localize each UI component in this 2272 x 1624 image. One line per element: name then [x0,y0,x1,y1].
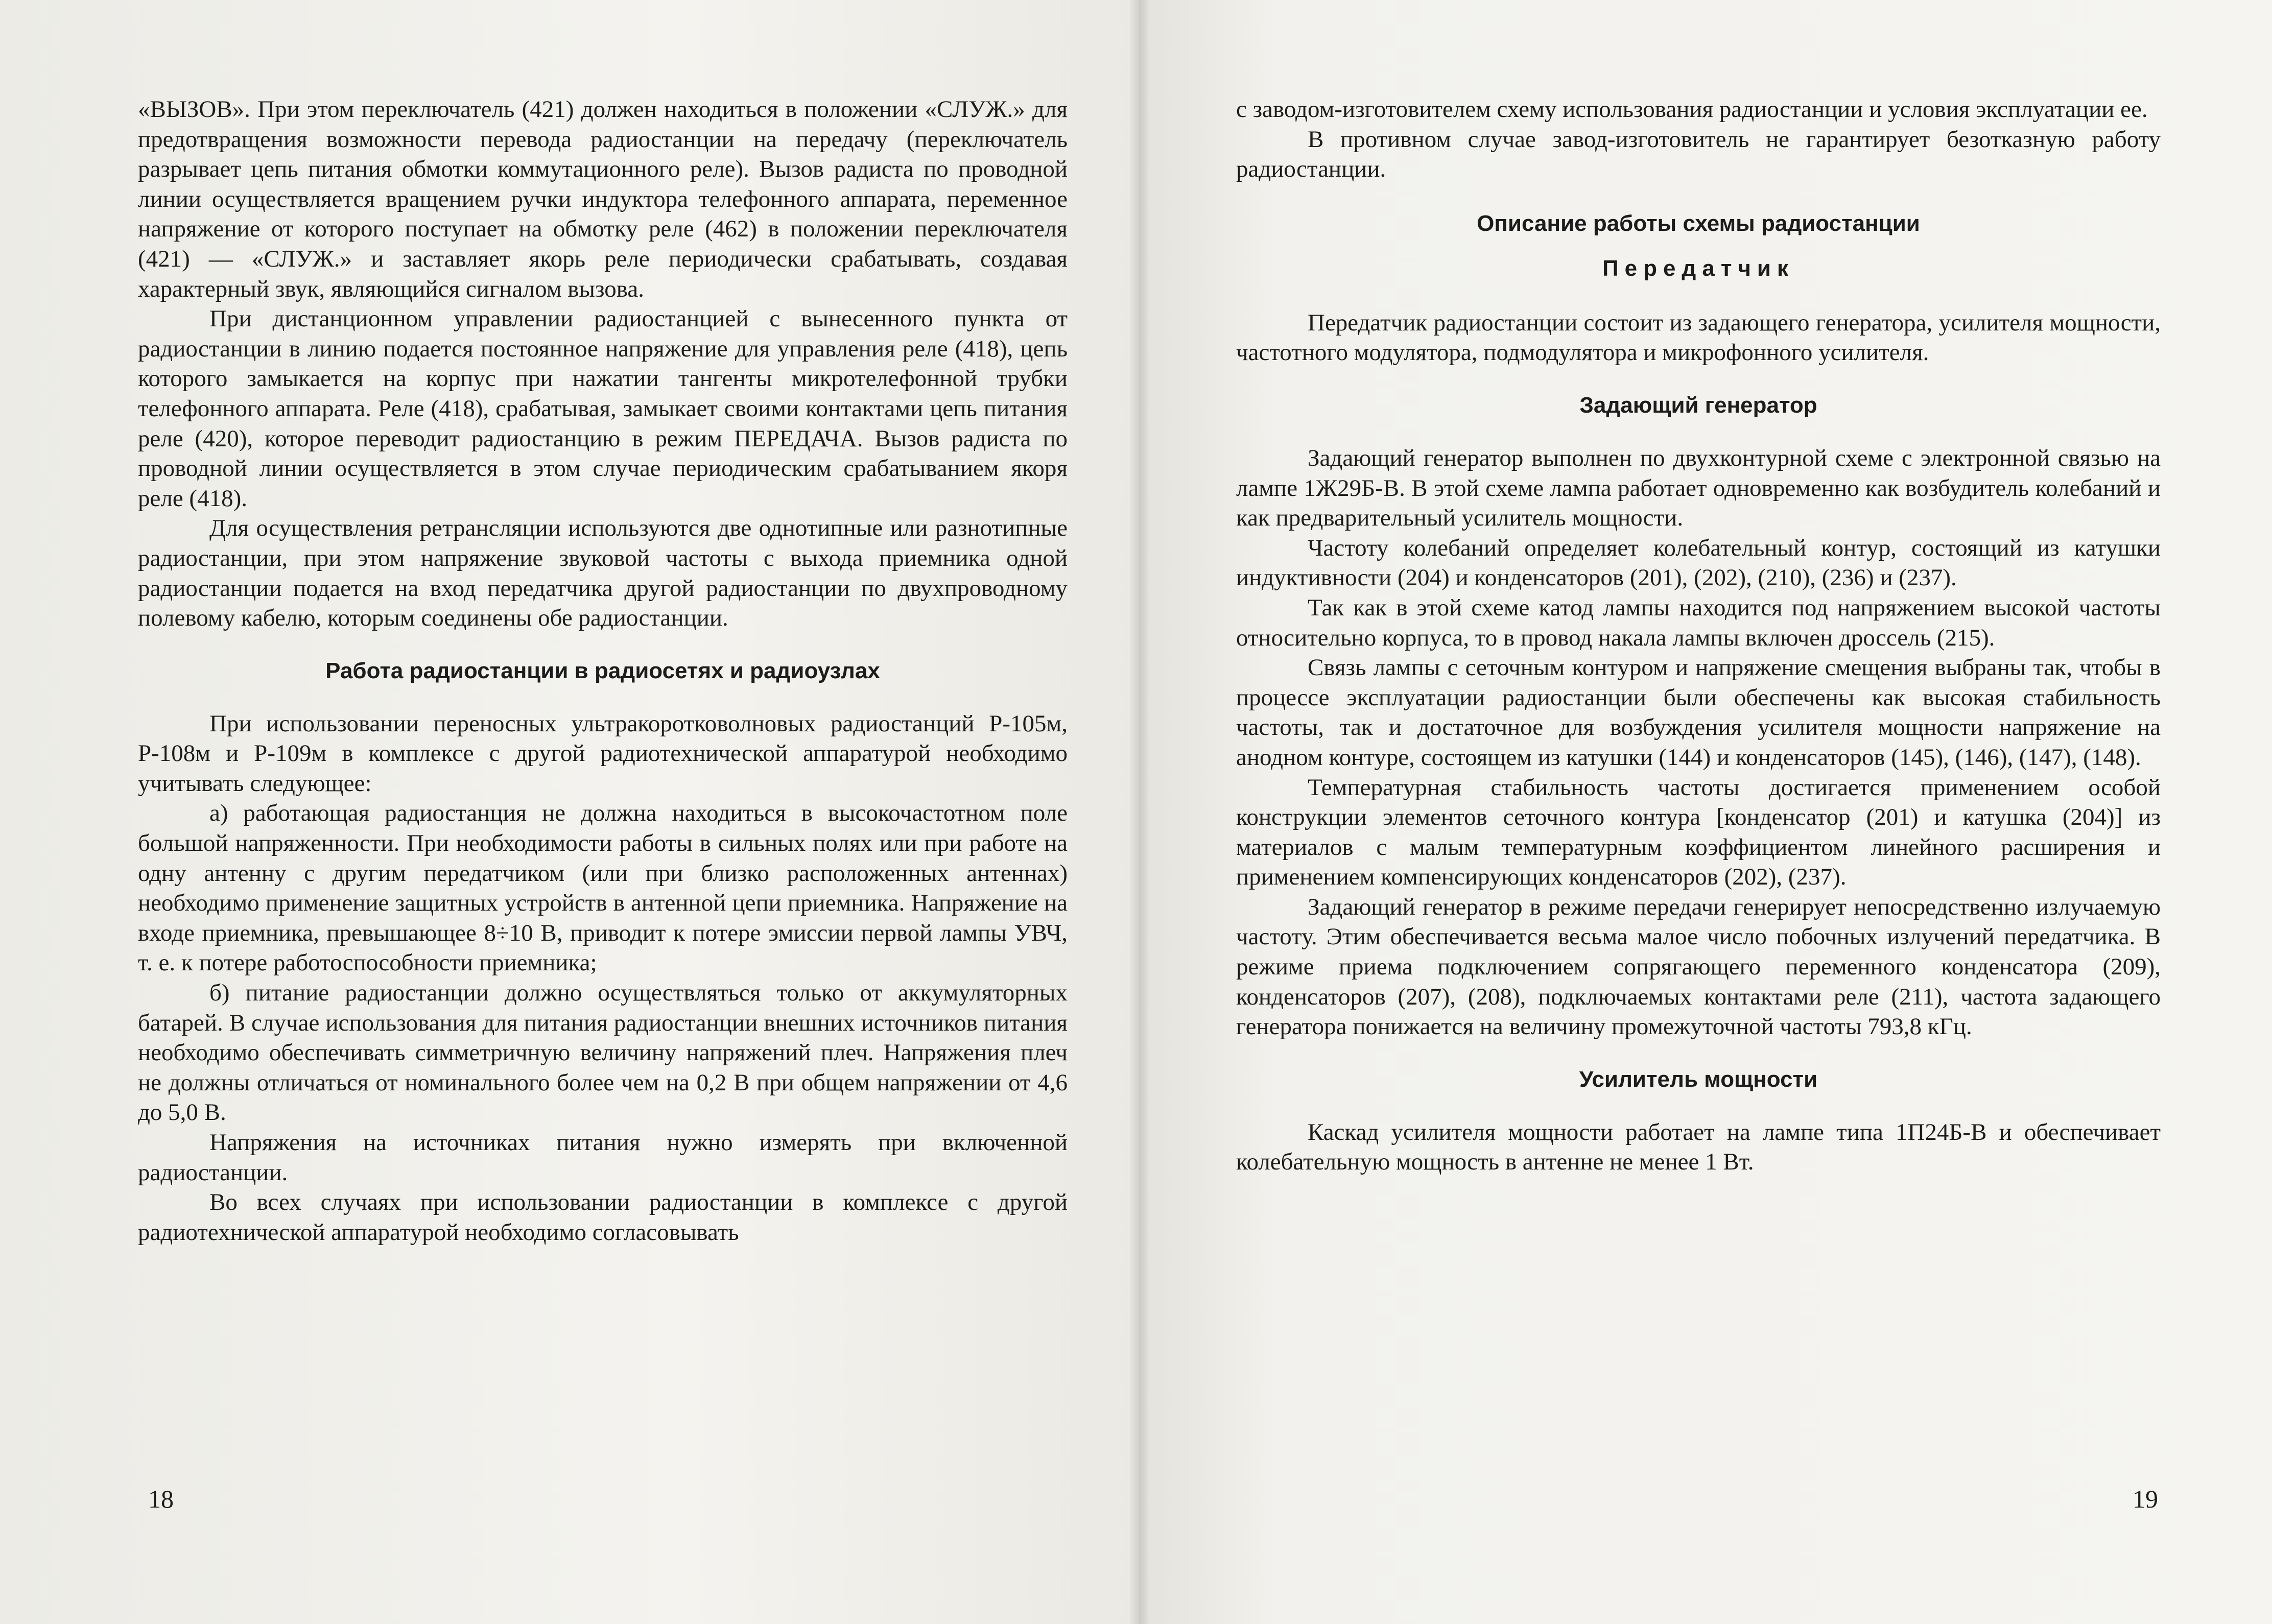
paragraph: а) работающая радиостанция не должна находиться в высокочастотном поле большой напряженности. При необходимости работы в сильных полях или при работе на одну антенну с другим передатчиком (или при близко расположенных антеннах) необходимо применение защитных устройств в антенной цепи приемника. Напряжение на входе приемника, превышающее 8÷10 В, приводит к потере эмиссии первой лампы УВЧ, т. е. к потере работоспособности приемника; [138,800,1068,976]
page-number: 18 [148,1485,174,1513]
paragraph: б) питание радиостанции должно осуществляться только от аккумуляторных батарей. В случае использования для питания радиостанции внешних источников питания необходимо обеспечивать симметричную величину напряжений плеч. Напряжения плеч не должны отличаться от номинального более чем на 0,2 В при общем напряжении от 4,6 до 5,0 В. [138,980,1068,1126]
section-heading: Описание работы схемы радиостанции [1477,210,1920,236]
subsection-heading: Передатчик [1602,255,1794,281]
paragraph: Задающий генератор в режиме передачи генерирует непосредственно излучаемую частоту. Этим обеспечивается весьма малое число побочных излучений передатчика. В режиме приема подключением сопрягающего переменного конденсатора (209), конденсаторов (207), (208), подключаемых контактами реле (211), частота задающего генератора понижается на величину промежуточной частоты 793,8 кГц. [1236,893,2161,1040]
paragraph: Задающий генератор выполнен по двухконтурной схеме с электронной связью на лампе 1Ж29Б-В. В этой схеме лампа работает одновременно как возбудитель колебаний и как предварительный усилитель мощности. [1236,444,2161,532]
left-text-block [138,94,1068,1247]
paragraph: с заводом-изготовителем схему использования радиостанции и условия эксплуатации ее. [1236,96,2148,123]
paragraph: При использовании переносных ультракоротковолновых радиостанций Р-105м, Р-108м и Р-109м в комплексе с другой радиотехнической аппаратурой необходимо учитывать следующее: [138,710,1068,797]
right-text-block [1236,94,2161,1177]
paragraph: Так как в этой схеме катод лампы находится под напряжением высокой частоты относительно корпуса, то в провод накала лампы включен дроссель (215). [1236,594,2161,651]
right-page [1139,0,2272,1624]
paragraph: Температурная стабильность частоты достигается применением особой конструкции элементов сеточного контура [конденсатор (201) и катушка (204)] из материалов с малым температурным коэффициентом линейного расширения и применением компенсирующих конденсаторов (202), (237). [1236,774,2161,891]
book-gutter [1130,0,1148,1624]
subsection-heading: Задающий генератор [1579,392,1817,418]
subsection-heading: Усилитель мощности [1579,1066,1818,1092]
paragraph: Передатчик радиостанции состоит из задающего генератора, усилителя мощности, частотного модулятора, подмодулятора и микрофонного усилителя. [1236,309,2161,366]
paragraph: «ВЫЗОВ». При этом переключатель (421) должен находиться в положении «СЛУЖ.» для предотвращения возможности перевода радиостанции на передачу (переключатель разрывает цепь питания обмотки коммутационного реле). Вызов радиста по проводной линии осуществляется вращением ручки индуктора телефонного аппарата, переменное напряжение от которого поступает на обмотку реле (462) в положении переключателя (421) — «СЛУЖ.» и заставляет якорь реле периодически срабатывать, создавая характерный звук, являющийся сигналом вызова. [138,96,1068,302]
paragraph: При дистанционном управлении радиостанцией с вынесенного пункта от радиостанции в линию подается постоянное напряжение для управления реле (418), цепь которого замыкается на корпус при нажатии тангенты микротелефонной трубки телефонного аппарата. Реле (418), срабатывая, замыкает своими контактами цепь питания реле (420), которое переводит радиостанцию в режим ПЕРЕДАЧА. Вызов радиста по проводной линии осуществляется в этом случае периодическим срабатыванием якоря реле (418). [138,305,1068,512]
paragraph: В противном случае завод-изготовитель не гарантирует безотказную работу радиостанции. [1236,126,2161,183]
paragraph: Во всех случаях при использовании радиостанции в комплексе с другой радиотехнической аппаратурой необходимо согласовывать [138,1189,1068,1246]
paragraph: Частоту колебаний определяет колебательный контур, состоящий из катушки индуктивности (204) и конденсаторов (201), (202), (210), (236) и (237). [1236,534,2161,591]
paragraph: Каскад усилителя мощности работает на лампе типа 1П24Б-В и обеспечивает колебательную мощность в антенне не менее 1 Вт. [1236,1118,2161,1176]
page-number: 19 [2133,1485,2158,1513]
paragraph: Напряжения на источниках питания нужно измерять при включенной радиостанции. [138,1129,1068,1186]
paragraph: Связь лампы с сеточным контуром и напряжение смещения выбраны так, чтобы в процессе эксплуатации радиостанции были обеспечены как высокая стабильность частоты, так и достаточное для возбуждения усилителя мощности напряжение на анодном контуре, состоящем из катушки (144) и конденсаторов (145), (146), (147), (148). [1236,654,2161,771]
paragraph: Для осуществления ретрансляции используются две однотипные или разнотипные радиостанции, при этом напряжение звуковой частоты с выхода приемника одной радиостанции подается на вход передатчика другой радиостанции по двухпроводному полевому кабелю, которым соединены обе радиостанции. [138,515,1068,632]
section-heading: Работа радиостанции в радиосетях и радиоузлах [325,658,880,683]
